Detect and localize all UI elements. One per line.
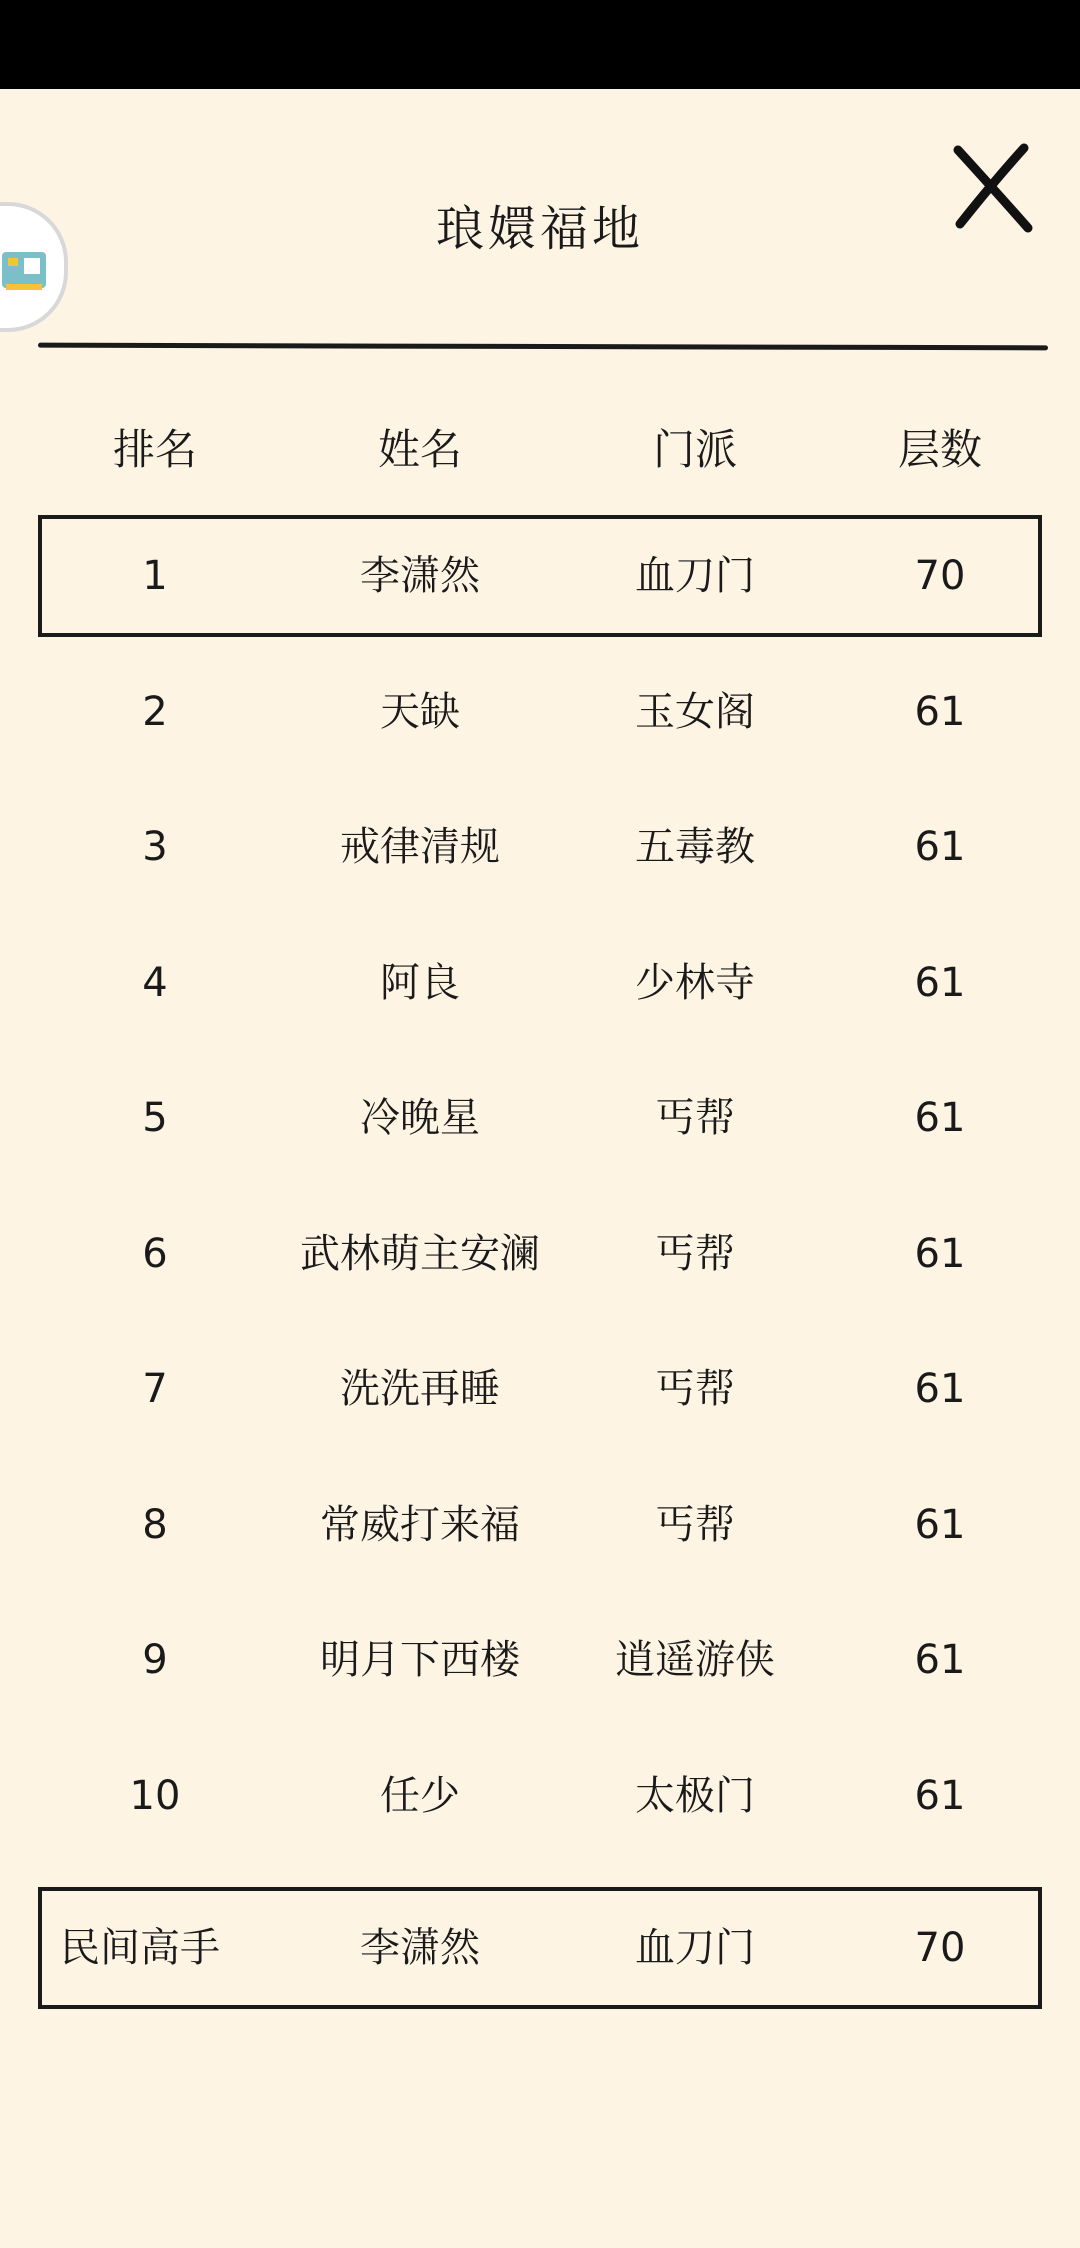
self-sect: 血刀门 xyxy=(635,1925,755,1971)
row-name: 冷晚星 xyxy=(360,1095,480,1141)
row-sect: 少林寺 xyxy=(635,960,755,1006)
row-floor: 61 xyxy=(914,1366,966,1412)
row-name: 任少 xyxy=(380,1773,460,1819)
table-row xyxy=(0,1620,1080,1700)
row-sect: 五毒教 xyxy=(635,824,755,870)
row-floor: 61 xyxy=(914,1773,966,1819)
row-sect: 血刀门 xyxy=(635,553,755,599)
table-row xyxy=(0,672,1080,752)
row-rank: 4 xyxy=(142,960,168,1006)
row-name: 洗洗再睡 xyxy=(340,1366,500,1412)
row-rank: 7 xyxy=(142,1366,168,1412)
row-sect: 太极门 xyxy=(635,1773,755,1819)
table-row xyxy=(0,1756,1080,1836)
row-sect: 丐帮 xyxy=(655,1231,735,1277)
header-sect: 门派 xyxy=(652,425,737,474)
page-title: 琅嬛福地 xyxy=(435,201,644,257)
row-sect: 丐帮 xyxy=(655,1095,735,1141)
row-rank: 5 xyxy=(142,1095,168,1141)
header-name: 姓名 xyxy=(377,425,462,474)
header-rank: 排名 xyxy=(112,425,197,474)
row-floor: 61 xyxy=(914,824,966,870)
self-name: 李潇然 xyxy=(360,1925,480,1971)
row-floor: 61 xyxy=(914,1637,966,1683)
table-row xyxy=(0,1485,1080,1565)
row-rank: 1 xyxy=(142,553,168,599)
row-rank: 3 xyxy=(142,824,168,870)
row-name: 戒律清规 xyxy=(340,824,500,870)
row-floor: 61 xyxy=(914,1502,966,1548)
header-floor: 层数 xyxy=(897,425,982,474)
row-sect: 逍遥游侠 xyxy=(615,1637,775,1683)
row-name: 阿良 xyxy=(380,960,460,1006)
table-header xyxy=(0,410,1080,490)
table-row xyxy=(0,807,1080,887)
row-name: 李潇然 xyxy=(360,553,480,599)
table-row xyxy=(0,536,1080,616)
row-floor: 61 xyxy=(914,960,966,1006)
status-bar xyxy=(0,0,1080,89)
close-icon xyxy=(950,140,1035,235)
self-rank-row xyxy=(0,1908,1080,1988)
row-name: 常威打来福 xyxy=(320,1502,520,1548)
row-rank: 6 xyxy=(142,1231,168,1277)
table-row xyxy=(0,1214,1080,1294)
row-name: 天缺 xyxy=(380,689,460,735)
self-floor: 70 xyxy=(914,1925,966,1971)
row-rank: 10 xyxy=(129,1773,181,1819)
close-button[interactable] xyxy=(950,140,1035,235)
row-sect: 丐帮 xyxy=(655,1502,735,1548)
row-name: 明月下西楼 xyxy=(320,1637,520,1683)
row-name: 武林萌主安澜 xyxy=(300,1231,540,1277)
table-row xyxy=(0,943,1080,1023)
table-row xyxy=(0,1349,1080,1429)
row-rank: 9 xyxy=(142,1637,168,1683)
row-rank: 2 xyxy=(142,689,168,735)
row-sect: 玉女阁 xyxy=(635,689,755,735)
row-floor: 70 xyxy=(914,553,966,599)
row-rank: 8 xyxy=(142,1502,168,1548)
row-floor: 61 xyxy=(914,1231,966,1277)
row-sect: 丐帮 xyxy=(655,1366,735,1412)
row-floor: 61 xyxy=(914,1095,966,1141)
row-floor: 61 xyxy=(914,689,966,735)
self-rank: 民间高手 xyxy=(60,1925,220,1971)
table-row xyxy=(0,1078,1080,1158)
